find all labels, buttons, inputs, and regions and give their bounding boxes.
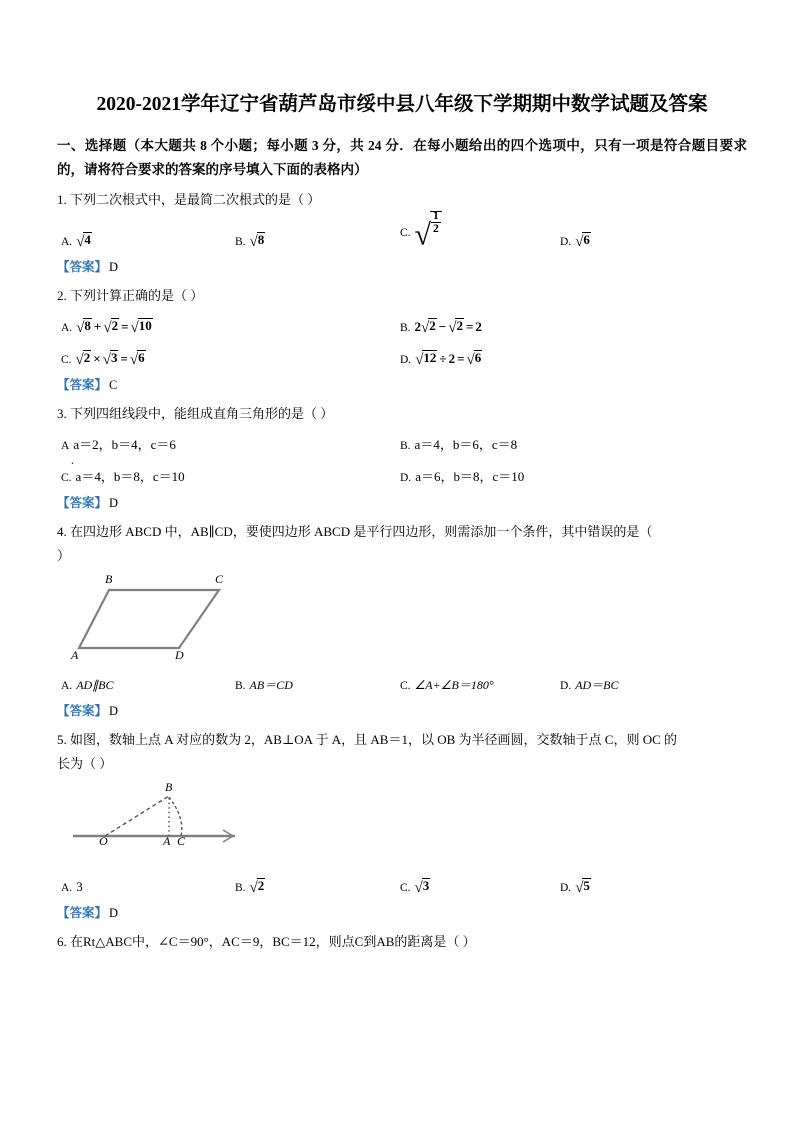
math-expression: √2 × √3 = √6 — [75, 350, 145, 368]
question-2-option-b[interactable] — [400, 319, 482, 336]
document-content — [57, 88, 747, 956]
question-4-option-c[interactable] — [400, 677, 494, 694]
question-3-answer — [57, 492, 747, 514]
vertex-label-d: D — [175, 648, 184, 662]
sqrt-sign: √ — [414, 880, 423, 896]
radical-expression — [250, 879, 266, 896]
option-text: a＝2，b＝4，c＝6 — [73, 437, 176, 452]
option-text: a＝6，b＝8，c＝10 — [415, 469, 525, 484]
math-expression: √12 ÷ 2 = √6 — [415, 350, 482, 368]
answer-value: C — [109, 378, 118, 392]
question-3-option-c[interactable] — [61, 469, 185, 486]
option-text: AD∥BC — [76, 678, 114, 692]
option-text: 3 — [76, 879, 83, 894]
number-line-figure — [57, 780, 747, 858]
answer-tag: 【答案】 — [57, 378, 108, 392]
question-5 — [57, 728, 747, 924]
question-1-answer — [57, 256, 747, 278]
answer-tag: 【答案】 — [57, 496, 108, 510]
radical-expression — [250, 233, 266, 250]
answer-value: D — [109, 906, 119, 920]
answer-tag: 【答案】 — [57, 906, 108, 920]
question-6 — [57, 930, 747, 954]
option-text: AB＝CD — [249, 678, 293, 692]
question-2-stem: 2. 下列计算正确的是（ ） — [57, 288, 204, 303]
radical-expression — [575, 879, 591, 896]
sqrt-sign: √ — [249, 234, 258, 250]
option-label: A. — [61, 882, 73, 894]
section-heading: 一、选择题（本大题共 8 个小题；每小题 3 分，共 24 分．在每小题给出的四个选项中，只有一项是符合题目要求的，请将符合要求的答案的序号填入下面的表格内） — [57, 138, 747, 177]
question-1-options — [57, 209, 747, 254]
sqrt-sign: √ — [575, 880, 584, 896]
sqrt-sign: √ — [76, 234, 85, 250]
question-6-stem: 6. 在Rt△ABC中，∠C＝90°，AC＝9，BC＝12，则点C到AB的距离是（ ） — [57, 934, 476, 949]
question-4-option-a[interactable] — [61, 677, 114, 694]
question-4-stem-line-1: 4. 在四边形 ABCD 中，AB∥CD，要使四边形 ABCD 是平行四边形，则需添加一个条件，其中错误的是（ — [57, 524, 653, 539]
question-5-stem-line-2: 长为（ ） — [57, 756, 113, 771]
option-label: B. — [235, 236, 246, 248]
question-4-stem-line-2: ） — [57, 548, 71, 563]
option-text: a＝4，b＝8，c＝10 — [75, 469, 185, 484]
math-expression: 2√2 − √2 = 2 — [414, 318, 482, 336]
option-label: D. — [560, 236, 572, 248]
option-trailing-dot: . — [71, 455, 74, 467]
option-label: B. — [400, 322, 411, 334]
option-label: A. — [61, 322, 73, 334]
question-3-stem: 3. 下列四组线段中，能组成直角三角形的是（ ） — [57, 406, 334, 421]
option-label: B. — [235, 882, 246, 894]
radical-expression — [575, 233, 591, 250]
question-4-option-b[interactable] — [235, 677, 293, 694]
question-1-option-b[interactable] — [235, 233, 265, 250]
question-4-answer — [57, 700, 747, 722]
option-label: A — [61, 440, 70, 452]
question-3-options-row-2 — [57, 460, 747, 490]
radicand — [430, 211, 442, 237]
option-text: ∠A+∠B＝180° — [414, 678, 494, 692]
answer-value: D — [109, 496, 119, 510]
radicand: 4 — [84, 232, 91, 247]
parallelogram-shape — [79, 590, 219, 648]
option-label: D. — [560, 680, 572, 692]
math-expression: √8 + √2 = √10 — [76, 318, 152, 336]
circle-arc-bc — [169, 797, 182, 836]
question-5-option-b[interactable] — [235, 879, 265, 896]
question-2-option-c[interactable] — [61, 351, 146, 368]
question-3-option-d[interactable] — [400, 469, 524, 486]
option-label: D. — [560, 882, 572, 894]
option-text: AD＝BC — [575, 678, 619, 692]
question-5-answer — [57, 902, 747, 924]
option-label: A. — [61, 236, 73, 248]
sqrt-sign: √ — [575, 234, 584, 250]
question-2-options-row-2 — [57, 342, 747, 372]
option-label: C. — [61, 472, 72, 484]
question-4-options — [57, 668, 747, 698]
point-label-c: C — [177, 834, 186, 848]
radical-expression — [415, 879, 431, 896]
question-1-option-a[interactable] — [61, 233, 92, 250]
question-5-options — [57, 860, 747, 900]
question-2 — [57, 284, 747, 396]
option-label: A. — [61, 680, 73, 692]
question-1 — [57, 188, 747, 278]
question-5-option-c[interactable] — [400, 879, 430, 896]
question-5-option-d[interactable] — [560, 879, 591, 896]
parallelogram-figure — [57, 572, 747, 666]
radical-expression — [76, 233, 92, 250]
question-4 — [57, 520, 747, 722]
question-3 — [57, 402, 747, 514]
question-2-answer — [57, 374, 747, 396]
vertex-label-a: A — [71, 648, 79, 662]
fraction — [431, 210, 441, 235]
radical-fraction-expression — [414, 209, 442, 251]
question-3-option-b[interactable] — [400, 437, 517, 454]
question-2-option-a[interactable] — [61, 319, 153, 336]
option-label: D. — [400, 472, 412, 484]
question-3-option-a[interactable] — [61, 437, 176, 467]
option-label: C. — [400, 227, 411, 239]
radicand: 8 — [257, 232, 265, 247]
radicand: 3 — [422, 878, 430, 893]
fraction-numerator: 1 — [433, 209, 439, 222]
radicand: 5 — [583, 878, 590, 893]
question-4-option-d[interactable] — [560, 677, 619, 694]
option-label: D. — [400, 354, 412, 366]
vertex-label-b: B — [105, 572, 113, 586]
question-2-option-d[interactable] — [400, 351, 482, 368]
answer-value: D — [109, 260, 119, 274]
answer-tag: 【答案】 — [57, 260, 108, 274]
option-label: B. — [400, 440, 411, 452]
point-label-b: B — [165, 780, 173, 794]
question-2-options-row-1 — [57, 310, 747, 340]
page-title: 2020-2021学年辽宁省葫芦岛市绥中县八年级下学期期中数学试题及答案 — [96, 94, 708, 115]
answer-tag: 【答案】 — [57, 704, 108, 718]
question-3-options-row-1 — [57, 428, 747, 467]
option-text: a＝4，b＝6，c＝8 — [414, 437, 518, 452]
question-5-stem-line-1: 5. 如图，数轴上点 A 对应的数为 2，AB⊥OA 于 A，且 AB＝1，以 OB 为半径画圆，交数轴于点 C，则 OC 的 — [57, 732, 678, 747]
point-label-o: O — [99, 834, 108, 848]
question-1-option-d[interactable] — [560, 233, 591, 250]
radicand: 6 — [583, 232, 590, 247]
option-label: C. — [400, 882, 411, 894]
option-label: B. — [235, 680, 246, 692]
option-label: C. — [400, 680, 411, 692]
sqrt-sign: √ — [414, 218, 432, 251]
radicand: 2 — [257, 878, 265, 893]
question-5-option-a[interactable] — [61, 879, 83, 896]
sqrt-sign: √ — [249, 880, 258, 896]
question-1-stem: 1. 下列二次根式中，是最简二次根式的是（ ） — [57, 192, 321, 207]
question-1-option-c[interactable] — [400, 209, 442, 251]
option-label: C. — [61, 354, 72, 366]
vertex-label-c: C — [215, 572, 224, 586]
fraction-denominator: 2 — [433, 222, 439, 235]
segment-ob-dashed — [105, 796, 169, 836]
answer-value: D — [109, 704, 119, 718]
point-label-a: A — [163, 834, 171, 848]
